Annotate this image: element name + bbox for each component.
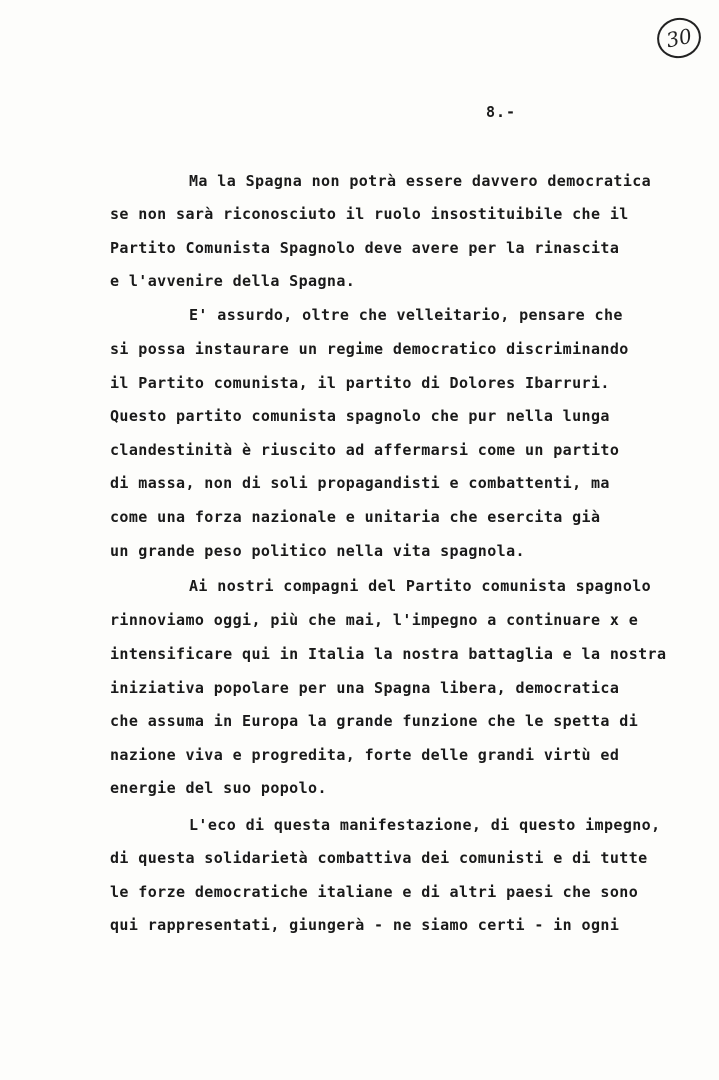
text-line: si possa instaurare un regime democratico discriminando xyxy=(110,340,629,358)
circled-page-annotation xyxy=(653,14,704,62)
text-line: E' assurdo, oltre che velleitario, pensare che xyxy=(189,306,623,324)
text-line: di questa solidarietà combattiva dei comunisti e di tutte xyxy=(110,849,648,867)
text-line: energie del suo popolo. xyxy=(110,779,327,797)
text-line: Ma la Spagna non potrà essere davvero democratica xyxy=(189,172,652,190)
text-line: iniziativa popolare per una Spagna libera, democratica xyxy=(110,679,620,697)
text-line: intensificare qui in Italia la nostra battaglia e la nostra xyxy=(110,645,667,663)
text-line: se non sarà riconosciuto il ruolo insostituibile che il xyxy=(110,205,629,223)
text-line: e l'avvenire della Spagna. xyxy=(110,272,356,290)
text-line: qui rappresentati, giungerà - ne siamo certi - in ogni xyxy=(110,916,620,934)
text-line: Partito Comunista Spagnolo deve avere per la rinascita xyxy=(110,239,620,257)
text-line: il Partito comunista, il partito di Dolores Ibarruri. xyxy=(110,374,610,392)
text-line: Questo partito comunista spagnolo che pur nella lunga xyxy=(110,407,610,425)
text-line: L'eco di questa manifestazione, di questo impegno, xyxy=(189,816,661,834)
text-line: le forze democratiche italiane e di altri paesi che sono xyxy=(110,883,639,901)
circled-page-annotation-text: 30 xyxy=(664,23,694,53)
text-line: nazione viva e progredita, forte delle grandi virtù ed xyxy=(110,746,620,764)
text-line: Ai nostri compagni del Partito comunista spagnolo xyxy=(189,577,652,595)
text-line: clandestinità è riuscito ad affermarsi come un partito xyxy=(110,441,620,459)
text-line: che assuma in Europa la grande funzione che le spetta di xyxy=(110,712,639,730)
text-line: rinnoviamo oggi, più che mai, l'impegno a continuare x e xyxy=(110,611,639,629)
text-line: di massa, non di soli propagandisti e combattenti, ma xyxy=(110,474,610,492)
text-line: come una forza nazionale e unitaria che esercita già xyxy=(110,508,601,526)
page-number: 8.- xyxy=(486,103,517,121)
text-line: un grande peso politico nella vita spagnola. xyxy=(110,542,525,560)
